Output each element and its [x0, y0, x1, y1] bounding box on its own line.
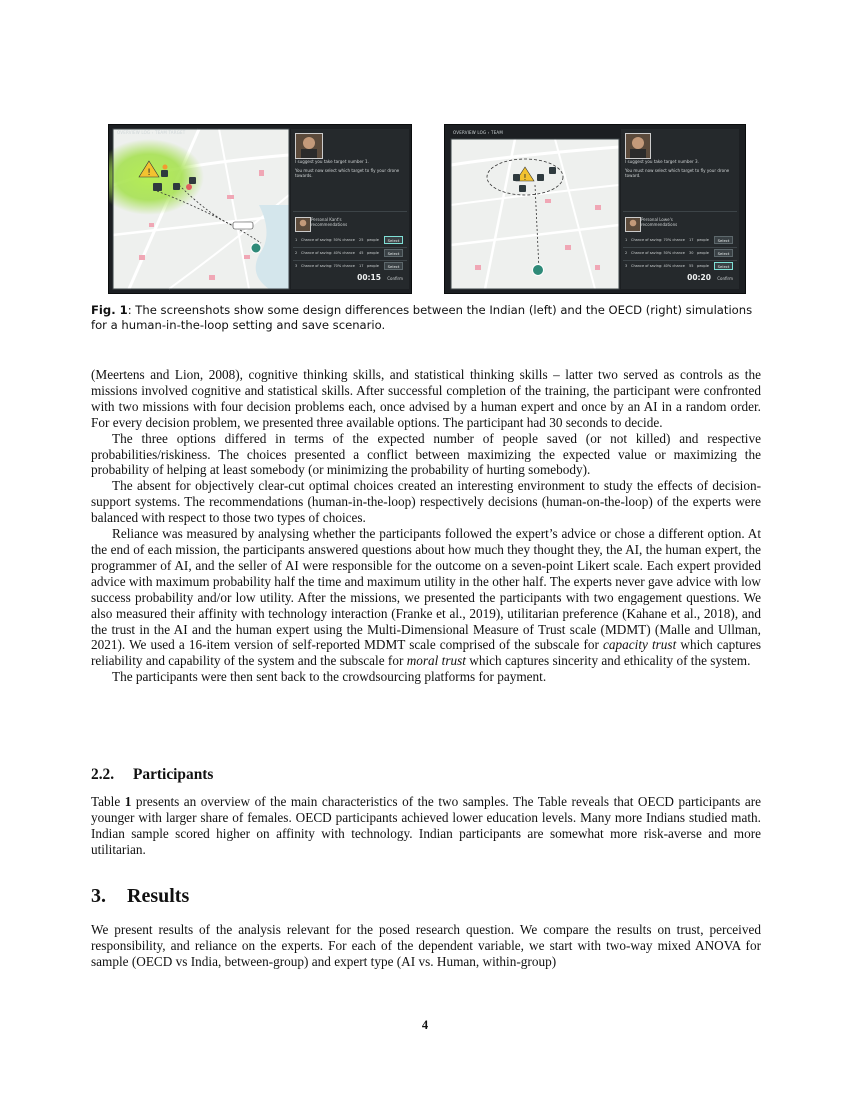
paragraph: Reliance was measured by analysing whether the participants followed the expert’s advice or chose a different option. At the end of each mission, the participants answered questions about how much they thought they, the AI, the human expert, the programmer of AI, and the seller of AI were responsible for the outcome on a seven-point Likert scale. Each expert provided advice with maximum probability half the time and maximum utility in the other half. The experts never gave advice with low success probability and/or low utility. After the missions, we presented the participants with two engagement questions. We also measured their affinity with technology interaction (Franke et al., 2019), utilitarian preference (Kahane et al., 2018), and the trust in the AI and the human expert using the Multi-Dimensional Measure of Trust scale (MDMT) (Malle and Ullman, 2021). We used a 16-item version of self-reported MDMT scale comprised of the subscale for capacity trust which captures reliability and capability of the system and the subscale for moral trust which captures sincerity and ethicality of the system. — [91, 526, 761, 669]
option-row: 1 Chance of saving: 50% chance 25 people Select — [295, 236, 405, 245]
table-reference-link[interactable]: 1 — [124, 794, 132, 809]
expert-avatar-small — [295, 217, 311, 232]
confirm-button[interactable]: Confirm — [387, 276, 403, 281]
expert-advice: I suggest you take target number 1. You must now select which target to fly your drone towards. — [295, 159, 400, 178]
mission-label: OVERVIEW LOG › TEAM TARGET — [117, 130, 186, 135]
select-button[interactable]: Select — [384, 249, 403, 257]
mission-label: OVERVIEW LOG › TEAM — [453, 130, 504, 135]
section-heading-results: 3. Results — [91, 885, 190, 907]
expert-avatar — [295, 133, 323, 159]
expert-avatar — [625, 133, 651, 159]
figure-screenshot-right — [444, 124, 746, 294]
section-heading-participants: 2.2. Participants — [91, 766, 214, 783]
option-row: 1 Chance of saving: 70% chance 17 people Select — [625, 236, 735, 245]
figure-screenshot-left — [108, 124, 412, 294]
body-text-section-2-1 — [91, 367, 761, 685]
paragraph: Table 1 presents an overview of the main characteristics of the two samples. The Table reveals that OECD participants are younger with larger share of females. OECD participants achieved lower education levels. Many more Indians studied math. Indian sample scored higher on affinity with technology. Indian participants are somewhat more risk-averse and more utilitarian. — [91, 794, 761, 857]
countdown-timer: 00:15 — [357, 273, 381, 282]
select-button[interactable]: Select — [714, 249, 733, 257]
expert-avatar-small — [625, 217, 641, 232]
expert-advice: I suggest you take target number 3. You must now select which target to fly your drone toward. — [625, 159, 730, 178]
paragraph: We present results of the analysis relevant for the posed research question. We compare the results on trust, perceived responsibility, and reliance on the experts. For each of the dependent variable, we start with two-way mixed ANOVA for sample (OECD vs India, between-group) and expert type (AI vs. Human, within-group) — [91, 922, 761, 969]
advice-panel — [621, 129, 739, 289]
paragraph: The participants were then sent back to the crowdsourcing platforms for payment. — [112, 669, 547, 685]
expert-name: Personal Lowe's recommendations — [641, 217, 678, 227]
select-button[interactable]: Select — [714, 262, 733, 270]
svg-text:!: ! — [523, 173, 527, 182]
expert-name: Personal Kant's recommendations — [311, 217, 348, 227]
select-button[interactable]: Select — [714, 236, 733, 244]
paragraph: The three options differed in terms of the expected number of people saved (or not killed) and respective probabilities/riskiness. The choices presented a conflict between maximizing the expected value or maximizing the probability of helping at least somebody (or minimizing the probability of hurting somebody). — [91, 430, 761, 478]
countdown-timer: 00:20 — [687, 273, 711, 282]
svg-text:!: ! — [147, 168, 151, 178]
body-text-participants — [91, 794, 761, 858]
advice-panel — [291, 129, 409, 289]
body-text-results — [91, 922, 761, 970]
page-number: 4 — [421, 1018, 429, 1032]
option-row: 3 Chance of saving: 40% chance 55 people Select — [625, 262, 735, 271]
caption-text: : The screenshots show some design differences between the Indian (left) and the OECD (right) simulations for a human-in-the-loop setting and save scenario. — [91, 303, 753, 332]
confirm-button[interactable]: Confirm — [717, 276, 733, 281]
select-button[interactable]: Select — [384, 236, 403, 244]
figure-caption — [91, 303, 763, 333]
option-row: 2 Chance of saving: 40% chance 45 people Select — [295, 249, 405, 258]
paragraph: The absent for objectively clear-cut optimal choices created an interesting environment to study the effects of decision-support systems. The recommendations (human-in-the-loop) respectively decisions (human-on-the-loop) of the experts were balanced with respect to those two types of choices. — [91, 478, 761, 526]
select-button[interactable]: Select — [384, 262, 403, 270]
caption-label: Fig. 1 — [91, 303, 128, 317]
option-row: 3 Chance of saving: 70% chance 17 people Select — [295, 262, 405, 271]
option-row: 2 Chance of saving: 50% chance 30 people Select — [625, 249, 735, 258]
paragraph: (Meertens and Lion, 2008), cognitive thinking skills, and statistical thinking skills – latter two served as controls as the missions involved cognitive and statistical skills. After successful completion of the training, the participant were confronted with two missions with four decision problems each, once advised by a human expert and once by an AI in a random order. For every decision problem, we presented three available options. The participant had 30 seconds to decide. — [91, 367, 761, 430]
